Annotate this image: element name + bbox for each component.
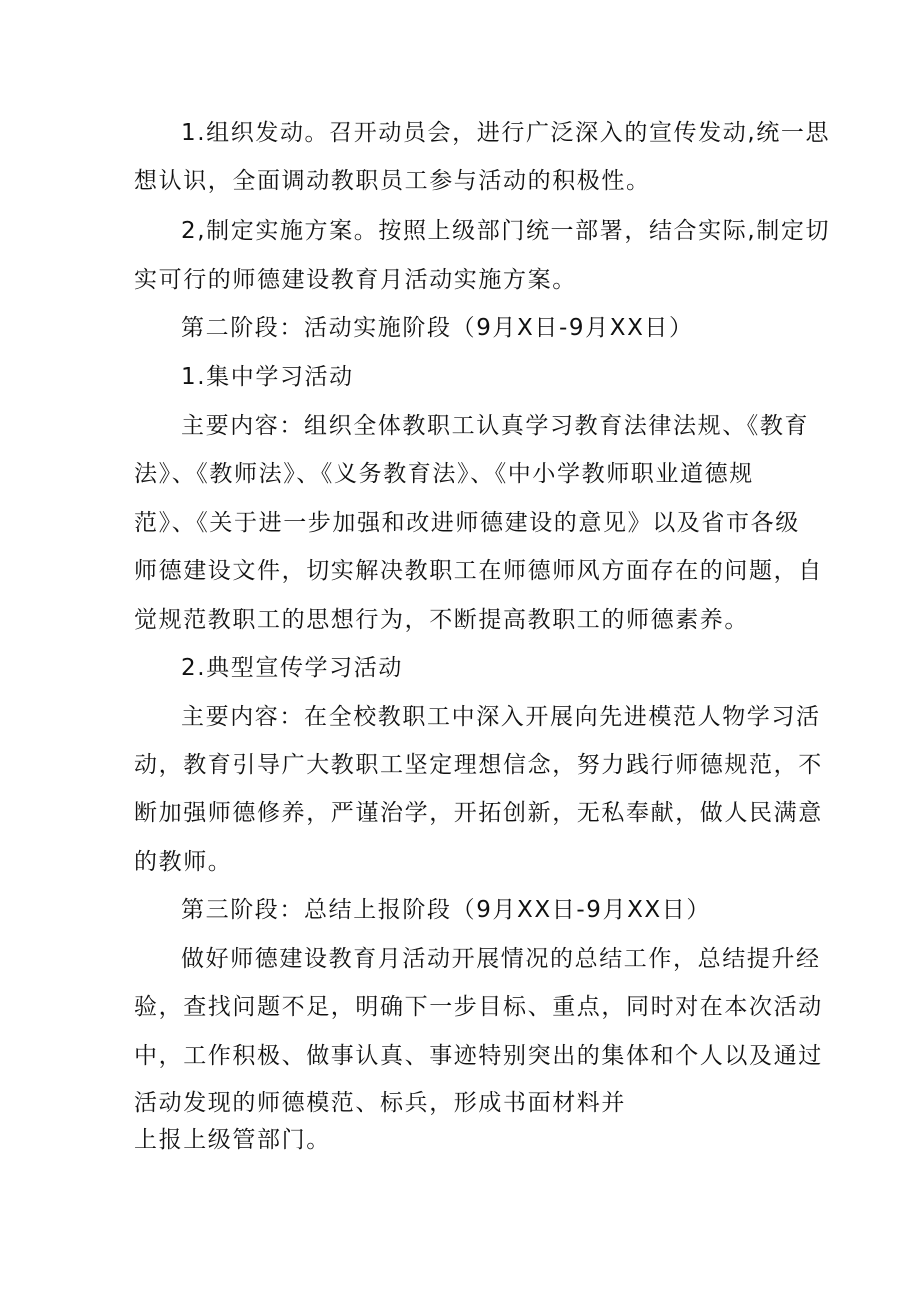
text-line: 师德建设文件，切实解决教职工在师德师风方面存在的问题，自 [134,558,823,584]
subsection-heading: 1.集中学习活动 [181,364,354,390]
section-heading: 第三阶段：总结上报阶段（9月XX日-9月XX日） [181,897,711,923]
text-line: 上报上级管部门。 [134,1127,331,1153]
section-heading: 第二阶段：活动实施阶段（9月X日-9月XX日） [181,315,694,341]
text-line: 动，教育引导广大教职工坚定理想信念，努力践行师德规范，不 [134,752,823,778]
text-line: 2,制定实施方案。按照上级部门统一部署，结合实际,制定切 [181,218,831,244]
text-line: 做好师德建设教育月活动开展情况的总结工作，总结提升经 [181,946,821,972]
text-line: 法》、《教师法》、《义务教育法》、《中小学教师职业道德规 [134,461,754,487]
text-line: 主要内容：在全校教职工中深入开展向先进模范人物学习活 [181,704,821,730]
text-line: 觉规范教职工的思想行为，不断提高教职工的师德素养。 [134,607,749,633]
text-line: 中，工作积极、做事认真、事迹特别突出的集体和个人以及通过 [134,1043,823,1069]
text-line: 验，查找问题不足，明确下一步目标、重点，同时对在本次活动 [134,994,823,1020]
text-line: 的教师。 [134,849,233,875]
text-line: 实可行的师德建设教育月活动实施方案。 [134,267,577,293]
text-line: 范》、《关于进一步加强和改进师德建设的意见》以及省市各级 [134,510,800,536]
text-line: 活动发现的师德模范、标兵，形成书面材料并 [134,1090,626,1116]
text-line: 1.组织发动。召开动员会，进行广泛深入的宣传发动,统一思 [181,120,831,146]
text-line: 断加强师德修养，严谨治学，开拓创新，无私奉献，做人民满意 [134,800,823,826]
text-line: 想认识，全面调动教职员工参与活动的积极性。 [134,168,651,194]
subsection-heading: 2.典型宣传学习活动 [181,655,403,681]
text-line: 主要内容：组织全体教职工认真学习教育法律法规、《教育 [181,413,810,439]
